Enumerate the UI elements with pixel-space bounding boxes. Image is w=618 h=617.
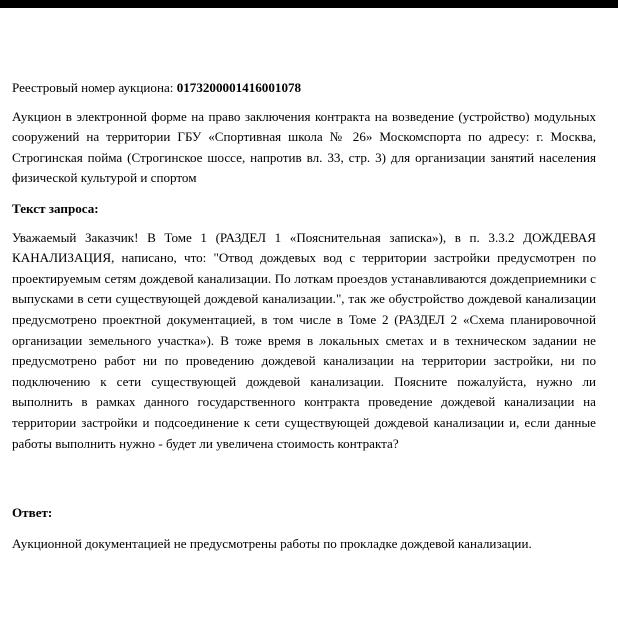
request-heading: Текст запроса: bbox=[12, 200, 99, 216]
request-text: Уважаемый Заказчик! В Томе 1 (РАЗДЕЛ 1 «Пояснительная записка»), в п. 3.3.2 ДОЖДЕВАЯ КАНАЛИЗАЦИЯ, написано, что: "Отвод дождевых вод с территории застройки предусмотрен по проектируемым сетям дождевой канализации. По лоткам проездов устанавливаются дождеприемники с выпусками в сети существующей дождевой канализации.", так же обустройство дождевой канализации предусмотрено проектной документацией, в том числе в Томе 2 (РАЗДЕЛ 2 «Схема планировочной организации земельного участка»). В тоже время в локальных сметах и в техническом задании не предусмотрено работ ни по проведению дождевой канализации на территории застройки, ни по подключению к сети существующей дождевой канализации. Поясните пожалуйста, нужно ли выполнить в рамках данного государственного контракта проведение дождевой канализации на территории застройки и подсоединение к сети существующей дождевой канализации и, если данные работы выполнить нужно - будет ли увеличена стоимость контракта? bbox=[12, 229, 596, 451]
document-body bbox=[12, 78, 596, 554]
registry-number: 0173200001416001078 bbox=[176, 80, 302, 95]
registry-line bbox=[12, 78, 596, 99]
top-bar bbox=[0, 0, 618, 8]
registry-label: Реестровый номер аукциона: bbox=[12, 80, 177, 95]
answer-text: Аукционной документацией не предусмотрены работы по прокладке дождевой канализации. bbox=[12, 535, 532, 551]
answer-heading: Ответ: bbox=[12, 505, 53, 521]
auction-title: Аукцион в электронной форме на право заключения контракта на возведение (устройство) модульных сооружений на территории ГБУ «Спортивная школа № 26» Москомспорта по адресу: г. Москва, Строгинская пойма (Строгинское шоссе, напротив вл. 33, стр. 3) для организации занятий населения физической культурой и спортом bbox=[12, 108, 596, 186]
